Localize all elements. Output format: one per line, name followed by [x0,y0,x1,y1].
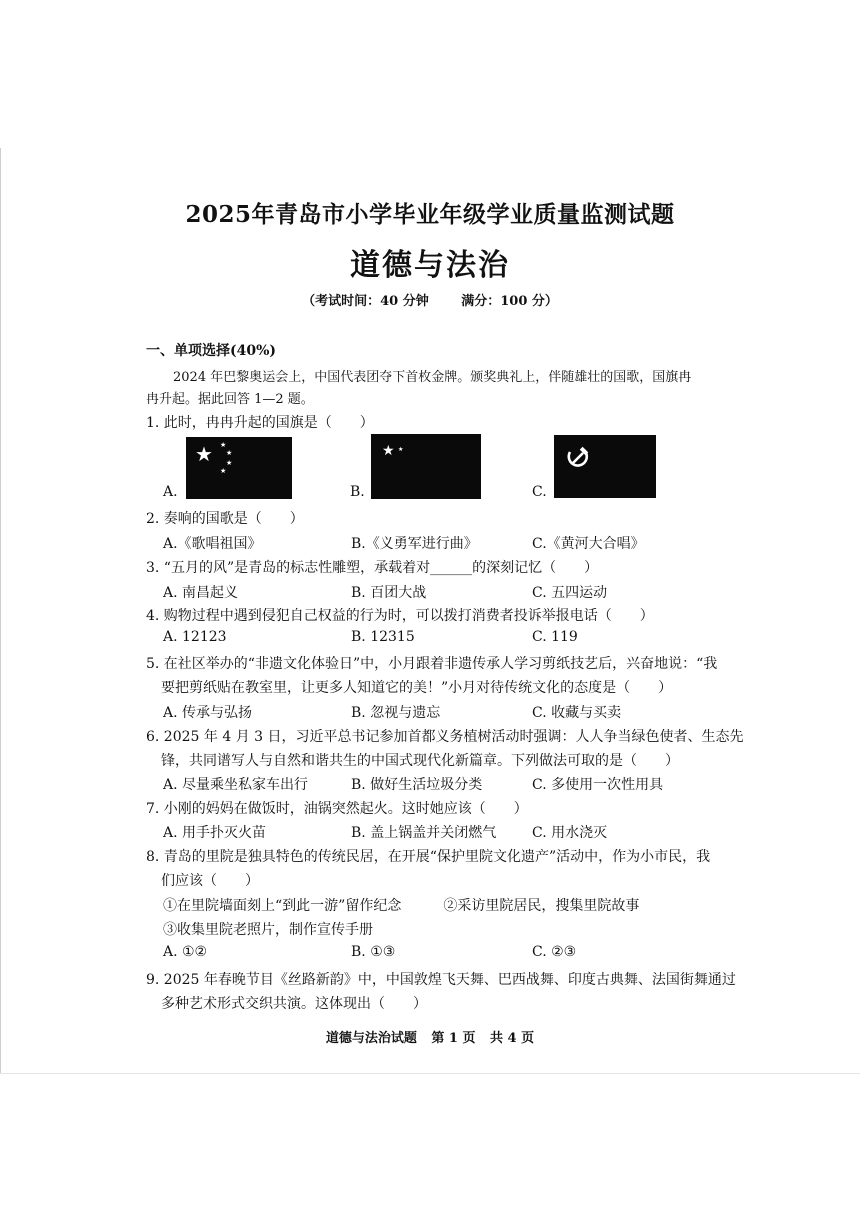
question-4: 4. 购物过程中遇到侵犯自己权益的行为时，可以拨打消费者投诉举报电话（ ） [146,608,654,624]
star-icon: ★ [382,443,395,459]
q5-option-b: B. 忽视与遗忘 [351,705,441,721]
q2-option-b: B.《义勇军进行曲》 [351,536,478,552]
question-9-line-2: 多种艺术形式交织共演。这体现出（ ） [161,996,427,1012]
q5-option-a: A. 传承与弘扬 [163,705,253,721]
q2-option-a: A.《歌唱祖国》 [163,536,262,552]
q6-option-a: A. 尽量乘坐私家车出行 [163,777,309,793]
small-star-icon: ★ [398,446,404,453]
small-star-icon: ★ [220,467,227,475]
question-7: 7. 小刚的妈妈在做饭时，油锅突然起火。这时她应该（ ） [146,801,528,817]
q3-option-c: C. 五四运动 [532,585,608,601]
scan-bottom-edge [0,1073,860,1074]
q4-option-a: A. 12123 [163,629,227,645]
exam-title: 2025年青岛市小学毕业年级学业质量监测试题 [185,201,675,228]
question-8-line-2: 们应该（ ） [161,873,259,889]
q8-option-c: C. ②③ [532,944,577,960]
q8-option-a: A. ①② [163,944,208,960]
q1-option-b: B. [350,484,365,500]
q4-option-b: B. 12315 [351,629,415,645]
question-9-line-1: 9. 2025 年春晚节目《丝路新韵》中，中国敦煌飞天舞、巴西战舞、印度古典舞、法国街舞通过 [146,972,736,988]
small-star-icon: ★ [220,441,227,449]
full-score: 满分：100 分） [461,294,558,309]
flag-five-star-icon [186,437,292,499]
flag-party-emblem-icon [554,435,656,498]
footer-page: 第 1 页 [431,1031,476,1046]
q6-option-b: B. 做好生活垃圾分类 [351,777,483,793]
q7-option-b: B. 盖上锅盖并关闭燃气 [351,825,497,841]
exam-info [0,290,860,309]
question-8-statement-1-2: ①在里院墙面刻上“到此一游”留作纪念 ②采访里院居民，搜集里院故事 [163,898,640,914]
q4-option-c: C. 119 [532,629,578,645]
page-footer [0,1027,860,1046]
big-star-icon: ★ [195,442,213,466]
subject-title: 道德与法治 [350,248,510,283]
q1-option-a: A. [163,484,178,500]
intro-line-1: 2024 年巴黎奥运会上，中国代表团夺下首枚金牌。颁奖典礼上，伴随雄壮的国歌，国旗冉 [173,370,692,385]
footer-total: 共 4 页 [490,1031,535,1046]
question-8-line-1: 8. 青岛的里院是独具特色的传统民居，在开展“保护里院文化遗产”活动中，作为小市民，我 [146,849,711,865]
q3-option-b: B. 百团大战 [351,585,427,601]
question-5-line-1: 5. 在社区举办的“非遗文化体验日”中，小月跟着非遗传承人学习剪纸技艺后，兴奋地说：“我 [146,656,718,672]
question-5-line-2: 要把剪纸贴在教室里，让更多人知道它的美！”小月对待传统文化的态度是（ ） [161,680,673,696]
question-8-statement-3: ③收集里院老照片，制作宣传手册 [163,922,373,938]
q2-option-c: C.《黄河大合唱》 [532,536,645,552]
q7-option-a: A. 用手扑灭火苗 [163,825,267,841]
hammer-sickle-icon [564,444,592,472]
question-6-line-1: 6. 2025 年 4 月 3 日，习近平总书记参加首都义务植树活动时强调：人人争当绿色使者、生态先 [146,729,744,745]
q8-option-b: B. ①③ [351,944,396,960]
question-6-line-2: 锋，共同谱写人与自然和谐共生的中国式现代化新篇章。下列做法可取的是（ ） [161,753,679,769]
question-3: 3. “五月的风”是青岛的标志性雕塑，承载着对______的深刻记忆（ ） [146,560,599,576]
small-star-icon: ★ [226,449,233,457]
q7-option-c: C. 用水浇灭 [532,825,608,841]
exam-time: （考试时间：40 分钟 [302,294,429,309]
q5-option-c: C. 收藏与买卖 [532,705,622,721]
footer-label: 道德与法治试题 [325,1031,417,1046]
question-1: 1. 此时，冉冉升起的国旗是（ ） [146,415,374,431]
q3-option-a: A. 南昌起义 [163,585,239,601]
q6-option-c: C. 多使用一次性用具 [532,777,664,793]
small-star-icon: ★ [226,459,233,467]
question-2: 2. 奏响的国歌是（ ） [146,511,304,527]
q1-option-c: C. [532,484,547,500]
intro-line-2: 冉升起。据此回答 1—2 题。 [146,392,314,407]
flag-single-star-icon [371,434,481,499]
section-heading: 一、单项选择(40%) [146,343,277,359]
